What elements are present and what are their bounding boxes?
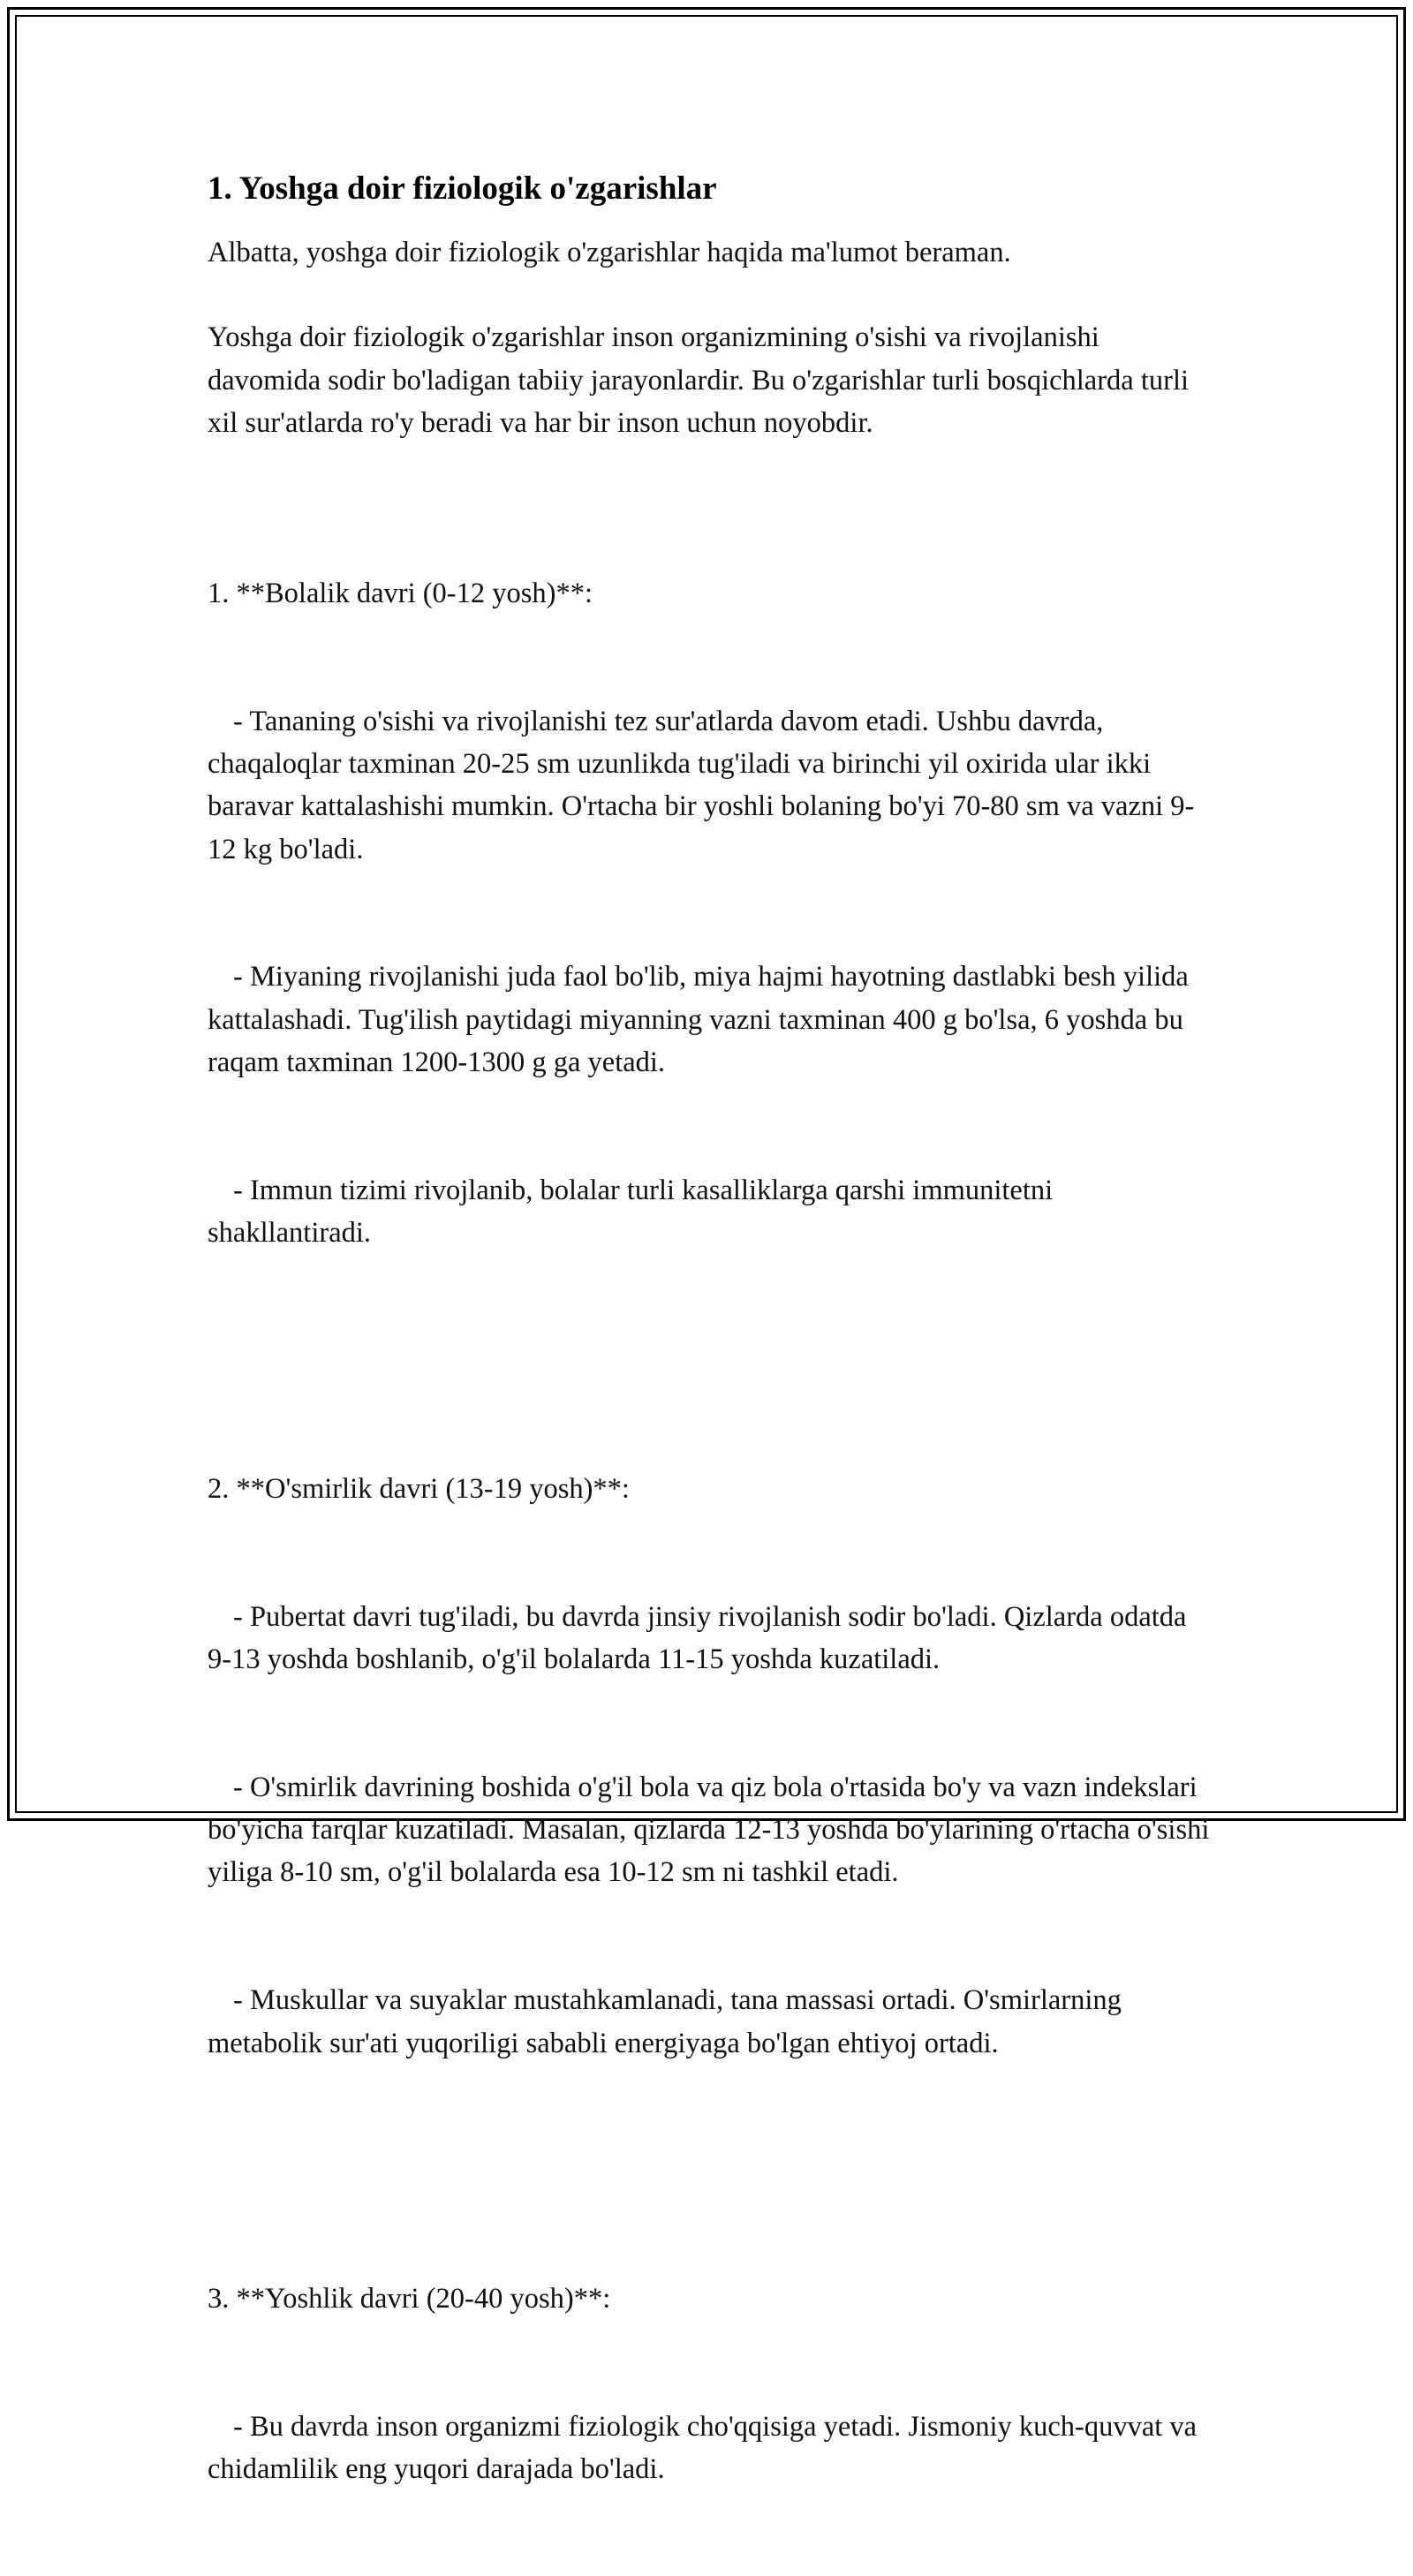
section-heading: 1. **Bolalik davri (0-12 yosh)**:	[208, 577, 593, 609]
overview-paragraph: Yoshga doir fiziologik o'zgarishlar inson organizmining o'sishi va rivojlanishi davomida sodir bo'ladigan tabiiy jarayonlardir. Bu o'zgarishlar turli bosqichlarda turli xil sur'atlarda ro'y beradi va har bir inson uchun noyobdir.	[208, 321, 1197, 439]
document-body	[208, 164, 1217, 2576]
document-title: 1. Yoshga doir fiziologik o'zgarishlar	[208, 170, 717, 207]
bullet-item: - Muskullar va suyaklar mustahkamlanadi, tana massasi ortadi. O'smirlarning metabolik sur'ati yuqoriligi sababli energiyaga bo'lgan ehtiyoj ortadi.	[208, 1984, 1130, 2059]
intro-sentence: Albatta, yoshga doir fiziologik o'zgarishlar haqida ma'lumot beraman.	[208, 237, 1011, 268]
section-youth	[208, 2192, 1210, 2576]
section-heading: 3. **Yoshlik davri (20-40 yosh)**:	[208, 2283, 611, 2315]
bullet-item: - Tananing o'sishi va rivojlanishi tez sur'atlarda davom etadi. Ushbu davrda, chaqaloqlar taxminan 20-25 sm uzunlikda tug'iladi va birinchi yil oxirida ular ikki baravar kattalashishi mumkin. O'rtacha bir yoshli bolaning bo'yi 70-80 sm va vazni 9-12 kg bo'ladi.	[208, 705, 1195, 865]
section-adolescence	[208, 1382, 1217, 2149]
bullet-item: - O'smirlik davrining boshida o'g'il bola va qiz bola o'rtasida bo'y va vazn indekslari bo'yicha farqlar kuzatiladi. Masalan, qizlarda 12-13 yoshda bo'ylarining o'rtacha o'sishi yiliga 8-10 sm, o'g'il bolalarda esa 10-12 sm ni tashkil etadi.	[208, 1771, 1217, 1889]
bullet-item: - Miyaning rivojlanishi juda faol bo'lib, miya hajmi hayotning dastlabki besh yilida kattalashadi. Tug'ilish paytidagi miyanning vazni taxminan 400 g bo'lsa, 6 yoshda bu raqam taxminan 1200-1300 g ga yetadi.	[208, 961, 1196, 1079]
bullet-item: - Pubertat davri tug'iladi, bu davrda jinsiy rivojlanish sodir bo'ladi. Qizlarda odatda 9-13 yoshda boshlanib, o'g'il bolalarda 11-15 yoshda kuzatiladi.	[208, 1600, 1194, 1675]
bullet-item: - Immun tizimi rivojlanib, bolalar turli kasalliklarga qarshi immunitetni shakllantiradi.	[208, 1174, 1061, 1250]
section-heading: 2. **O'smirlik davri (13-19 yosh)**:	[208, 1472, 630, 1505]
section-childhood	[208, 487, 1210, 1340]
bullet-item: - Bu davrda inson organizmi fiziologik cho'qqisiga yetadi. Jismoniy kuch-quvvat va chidamlilik eng yuqori darajada bo'ladi.	[208, 2410, 1205, 2486]
